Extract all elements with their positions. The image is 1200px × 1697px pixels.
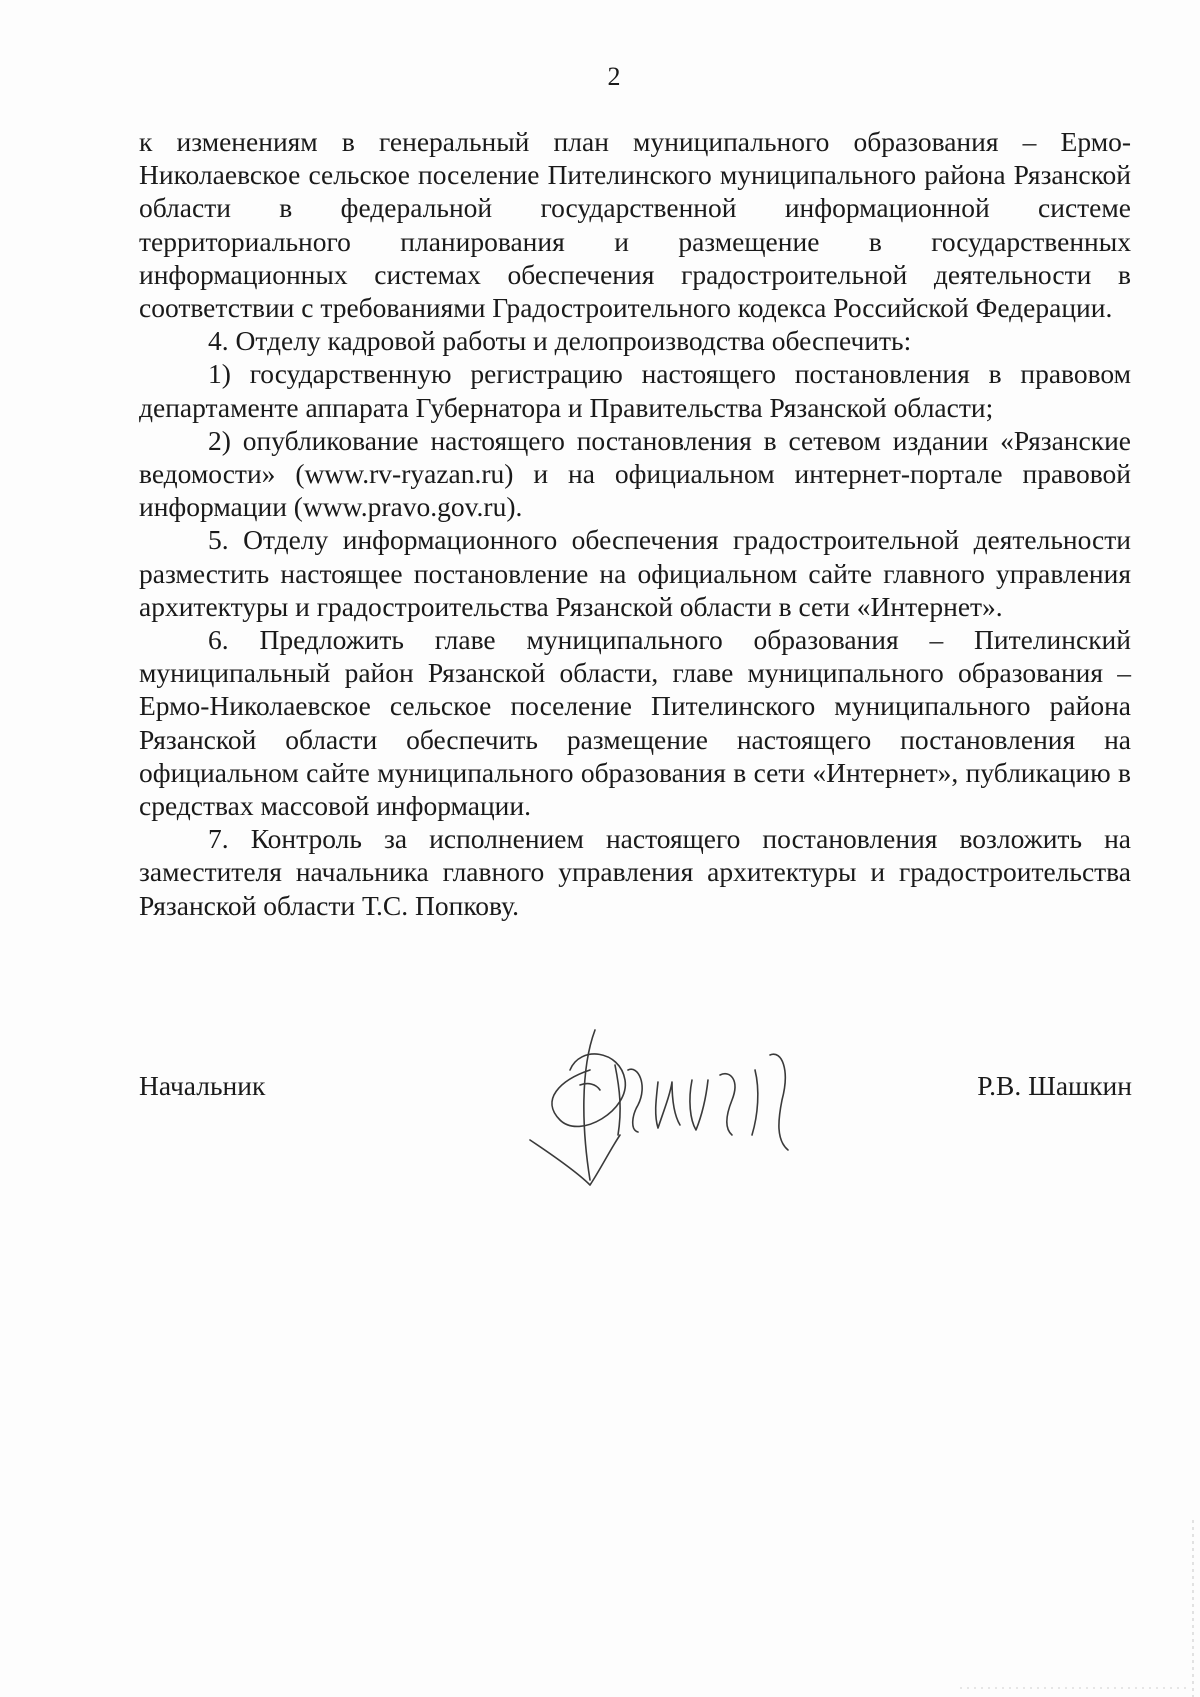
signer-position: Начальник xyxy=(139,1070,266,1101)
paragraph-item-6: 6. Предложить главе муниципального образования – Пителинский муниципальный район Рязанской области, главе муниципального образования – Ермо-Николаевское сельское поселение Пителинского муниципального района Рязанской области обеспечить размещение настоящего постановления на официальном сайте муниципального образования в сети «Интернет», публикацию в средствах массовой информации. xyxy=(139,624,1131,822)
signer-name: Р.В. Шашкин xyxy=(977,1070,1132,1101)
page-number: 2 xyxy=(607,62,621,91)
paragraph-continuation: к изменениям в генеральный план муниципального образования – Ермо-Николаевское сельское поселение Пителинского муниципального района Рязанской области в федеральной государственной информационной системе территориального планирования и размещение в государственных информационных системах обеспечения градостроительной деятельности в соответствии с требованиями Градостроительного кодекса Российской Федерации. xyxy=(139,126,1131,324)
paragraph-item-5: 5. Отделу информационного обеспечения градостроительной деятельности разместить настоящее постановление на официальном сайте главного управления архитектуры и градостроительства Рязанской области в сети «Интернет». xyxy=(139,524,1131,622)
paragraph-subitem-1: 1) государственную регистрацию настоящего постановления в правовом департаменте аппарата Губернатора и Правительства Рязанской области; xyxy=(139,358,1131,423)
paragraph-item-4: 4. Отделу кадровой работы и делопроизводства обеспечить: xyxy=(208,325,912,357)
paragraph-subitem-2: 2) опубликование настоящего постановления в сетевом издании «Рязанские ведомости» (www.rv-ryazan.ru) и на официальном интернет-портале правовой информации (www.pravo.gov.ru). xyxy=(139,424,1131,523)
document-body xyxy=(139,125,1131,922)
paragraph-item-7: 7. Контроль за исполнением настоящего постановления возложить на заместителя начальника главного управления архитектуры и градостроительства Рязанской области Т.С. Попкову. xyxy=(139,823,1131,921)
handwritten-signature xyxy=(520,1010,840,1190)
